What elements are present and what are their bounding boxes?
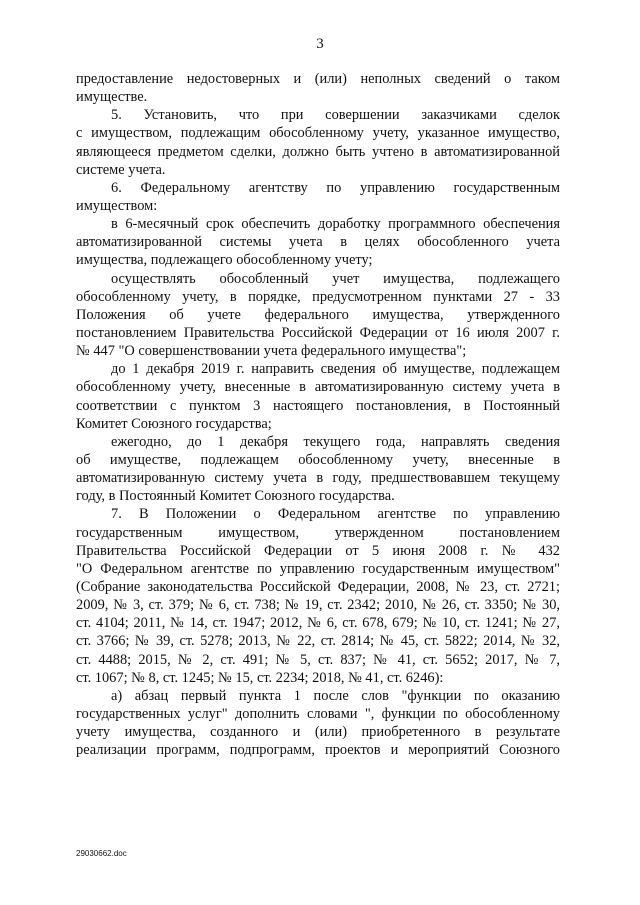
text-line: соответствии с пунктом 3 настоящего постановления, в Постоянный (76, 397, 560, 414)
text-line: осуществлять обособленный учет имущества, подлежащего (111, 270, 560, 287)
text-line: 6. Федеральному агентству по управлению государственным (111, 179, 560, 196)
text-line: предоставление недостоверных и (или) неполных сведений о таком (76, 71, 560, 87)
text-line: автоматизированной системы учета в целях обособленного учета (76, 234, 560, 251)
text-line: до 1 декабря 2019 г. направить сведения об имуществе, подлежащем (111, 361, 560, 378)
text-line: Правительства Российской Федерации от 5 июня 2008 г. № 432 (76, 542, 560, 559)
text-line: являющееся предметом сделки, должно быть учтено в автоматизированной (76, 143, 560, 160)
text-line: ст. 4104; 2011, № 14, ст. 1947; 2012, № 6, ст. 678, 679; № 10, ст. 1241; № 27, (76, 615, 560, 632)
text-line: автоматизированную систему учета в году, предшествовавшем текущему (76, 470, 560, 487)
text-line: ст. 3766; № 39, ст. 5278; 2013, № 22, ст. 2814; № 45, ст. 5822; 2014, № 32, (76, 633, 560, 650)
text-line: реализации программ, подпрограмм, проектов и мероприятий Союзного (76, 742, 560, 759)
text-line: имуществом: (76, 197, 158, 214)
text-line: году, в Постоянный Комитет Союзного государства. (76, 488, 395, 505)
text-line: ст. 4488; 2015, № 2, ст. 491; № 5, ст. 837; № 41, ст. 5652; 2017, № 7, (76, 651, 560, 668)
text-line: Положения об учете федерального имущества, утвержденного (76, 306, 560, 323)
text-line: 2009, № 3, ст. 379; № 6, ст. 738; № 19, ст. 2342; 2010, № 26, ст. 3350; № 30, (76, 597, 560, 614)
text-line: государственным имуществом, утвержденном постановлением (76, 524, 560, 541)
text-line: системе учета. (76, 161, 166, 178)
text-line: 7. В Положении о Федеральном агентстве по управлению (111, 506, 560, 523)
page-number: 3 (316, 36, 324, 52)
text-line: учету имущества, созданного и (или) приобретенного в результате (76, 724, 560, 741)
text-line: (Собрание законодательства Российской Федерации, 2008, № 23, ст. 2721; (76, 578, 560, 595)
text-line: обособленному учету, внесенные в автоматизированную систему учета в (76, 379, 560, 396)
text-line: "О Федеральном агентстве по управлению государственным имуществом" (76, 560, 560, 577)
text-line: имуществе. (76, 89, 148, 106)
text-line: постановлением Правительства Российской Федерации от 16 июля 2007 г. (76, 324, 560, 341)
text-line: ст. 1067; № 8, ст. 1245; № 15, ст. 2234; 2018, № 41, ст. 6246): (76, 669, 444, 686)
text-line: ежегодно, до 1 декабря текущего года, направлять сведения (111, 433, 560, 450)
text-line: государственных услуг" дополнить словами ", функции по обособленному (76, 705, 560, 722)
text-line: с имуществом, подлежащим обособленному учету, указанное имущество, (76, 125, 560, 142)
text-line: № 447 "О совершенствовании учета федерального имущества"; (76, 343, 467, 360)
document-file-reference: 29030662.doc (76, 849, 127, 858)
text-line: Комитет Союзного государства; (76, 415, 272, 432)
text-line: 5. Установить, что при совершении заказчиками сделок (111, 107, 560, 124)
text-line: имущества, подлежащего обособленному учету; (76, 252, 373, 269)
text-line: об имуществе, подлежащем обособленному учету, внесенные в (76, 451, 560, 468)
text-line: а) абзац первый пункта 1 после слов "функции по оказанию (111, 687, 560, 704)
text-line: обособленному учету, в порядке, предусмотренном пунктами 27 - 33 (76, 288, 560, 305)
text-line: в 6-месячный срок обеспечить доработку программного обеспечения (111, 216, 560, 233)
document-body (76, 70, 560, 759)
